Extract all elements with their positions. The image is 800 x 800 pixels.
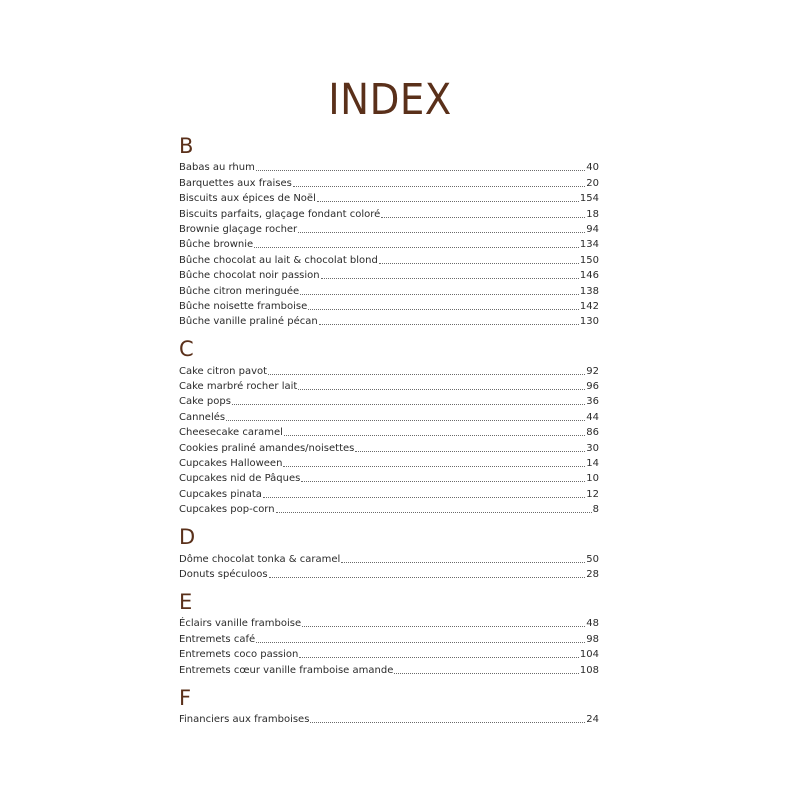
dot-leader — [283, 466, 585, 467]
entry-page-number: 10 — [586, 473, 599, 485]
entry-name: Cupcakes Halloween — [179, 458, 283, 470]
dot-leader — [310, 722, 585, 723]
entry-page-number: 92 — [586, 365, 599, 377]
dot-leader — [232, 404, 585, 405]
entry-name: Entremets café — [179, 633, 256, 645]
entry-page-number: 18 — [586, 208, 599, 220]
index-entry — [179, 485, 599, 500]
index-entry — [179, 424, 599, 439]
index-entry — [179, 615, 599, 630]
dot-leader — [256, 170, 585, 171]
entry-page-number: 134 — [579, 239, 599, 251]
entry-name: Bûche chocolat au lait & chocolat blond — [179, 254, 378, 266]
entry-name: Biscuits aux épices de Noël — [179, 193, 316, 205]
entry-name: Bûche vanille praliné pécan — [179, 316, 318, 328]
dot-leader — [263, 497, 585, 498]
entry-name: Cake marbré rocher lait — [179, 381, 298, 393]
index-entry — [179, 267, 599, 282]
dot-leader — [300, 294, 579, 295]
dot-leader — [254, 247, 579, 248]
entry-page-number: 142 — [579, 300, 599, 312]
index-entry — [179, 298, 599, 313]
index-entry — [179, 190, 599, 205]
entry-page-number: 30 — [586, 442, 599, 454]
dot-leader — [319, 324, 579, 325]
dot-leader — [276, 512, 592, 513]
index-entry — [179, 646, 599, 661]
entry-page-number: 12 — [586, 488, 599, 500]
entry-page-number: 24 — [586, 713, 599, 725]
entry-page-number: 108 — [579, 664, 599, 676]
dot-leader — [341, 562, 585, 563]
entry-page-number: 36 — [586, 396, 599, 408]
entry-name: Bûche chocolat noir passion — [179, 270, 320, 282]
dot-leader — [381, 217, 585, 218]
index-entry — [179, 439, 599, 454]
index-entry — [179, 313, 599, 328]
entry-page-number: 96 — [586, 381, 599, 393]
section-letter: E — [179, 589, 193, 614]
index-section-d — [179, 525, 599, 581]
entry-name: Barquettes aux fraises — [179, 177, 292, 189]
index-entry — [179, 378, 599, 393]
entry-page-number: 50 — [586, 553, 599, 565]
dot-leader — [226, 420, 585, 421]
entry-page-number: 146 — [579, 270, 599, 282]
entry-page-number: 138 — [579, 285, 599, 297]
dot-leader — [299, 657, 579, 658]
index-entry — [179, 566, 599, 581]
index-entry — [179, 174, 599, 189]
entry-page-number: 130 — [579, 316, 599, 328]
entry-name: Bûche citron meringuée — [179, 285, 300, 297]
index-entry — [179, 221, 599, 236]
entry-name: Entremets cœur vanille framboise amande — [179, 664, 394, 676]
index-section-b — [179, 134, 599, 328]
index-section-f — [179, 686, 599, 726]
index-entry — [179, 205, 599, 220]
entry-page-number: 94 — [586, 223, 599, 235]
section-letter: F — [179, 685, 192, 710]
index-entry — [179, 159, 599, 174]
dot-leader — [317, 201, 579, 202]
index-entry — [179, 282, 599, 297]
dot-leader — [379, 263, 579, 264]
index-entry — [179, 362, 599, 377]
entry-name: Cannelés — [179, 411, 226, 423]
entry-page-number: 86 — [586, 427, 599, 439]
entry-name: Entremets coco passion — [179, 649, 299, 661]
entry-page-number: 154 — [579, 193, 599, 205]
dot-leader — [256, 642, 585, 643]
index-entry — [179, 630, 599, 645]
entry-name: Brownie glaçage rocher — [179, 223, 298, 235]
dot-leader — [301, 481, 585, 482]
entry-name: Financiers aux framboises — [179, 713, 310, 725]
dot-leader — [321, 278, 579, 279]
entry-page-number: 20 — [586, 177, 599, 189]
entry-name: Cake pops — [179, 396, 231, 408]
dot-leader — [284, 435, 585, 436]
index-entry — [179, 393, 599, 408]
entry-name: Cheesecake caramel — [179, 427, 283, 439]
entry-name: Bûche noisette framboise — [179, 300, 308, 312]
entry-name: Cupcakes nid de Pâques — [179, 473, 301, 485]
section-letter: C — [179, 337, 194, 362]
index-entry — [179, 251, 599, 266]
entry-page-number: 44 — [586, 411, 599, 423]
dot-leader — [268, 374, 585, 375]
entry-name: Dôme chocolat tonka & caramel — [179, 553, 341, 565]
index-entry — [179, 236, 599, 251]
entry-name: Cake citron pavot — [179, 365, 268, 377]
index-section-c — [179, 337, 599, 516]
index-entry — [179, 550, 599, 565]
entry-name: Cupcakes pop-corn — [179, 504, 275, 516]
entry-name: Cupcakes pinata — [179, 488, 262, 500]
index-entry — [179, 661, 599, 676]
dot-leader — [269, 577, 586, 578]
index-section-e — [179, 590, 599, 677]
dot-leader — [298, 232, 585, 233]
page-title: INDEX — [328, 74, 452, 125]
entry-page-number: 40 — [586, 162, 599, 174]
dot-leader — [394, 673, 579, 674]
entry-page-number: 48 — [586, 618, 599, 630]
entry-page-number: 14 — [586, 458, 599, 470]
index-entry — [179, 711, 599, 726]
entry-name: Babas au rhum — [179, 162, 255, 174]
dot-leader — [298, 389, 585, 390]
section-letter: B — [179, 134, 194, 158]
index-entry — [179, 408, 599, 423]
index-entry — [179, 470, 599, 485]
entry-name: Cookies praliné amandes/noisettes — [179, 442, 355, 454]
dot-leader — [308, 309, 579, 310]
dot-leader — [302, 626, 585, 627]
section-letter: D — [179, 525, 196, 550]
dot-leader — [355, 451, 585, 452]
entry-name: Donuts spéculoos — [179, 568, 268, 580]
entry-name: Biscuits parfaits, glaçage fondant coloré — [179, 208, 381, 220]
index-list — [179, 134, 599, 735]
entry-page-number: 8 — [592, 504, 599, 516]
entry-page-number: 150 — [579, 254, 599, 266]
entry-page-number: 104 — [579, 649, 599, 661]
index-entry — [179, 501, 599, 516]
entry-page-number: 28 — [586, 568, 599, 580]
entry-name: Éclairs vanille framboise — [179, 618, 302, 630]
entry-page-number: 98 — [586, 633, 599, 645]
dot-leader — [293, 186, 585, 187]
index-entry — [179, 455, 599, 470]
entry-name: Bûche brownie — [179, 239, 254, 251]
